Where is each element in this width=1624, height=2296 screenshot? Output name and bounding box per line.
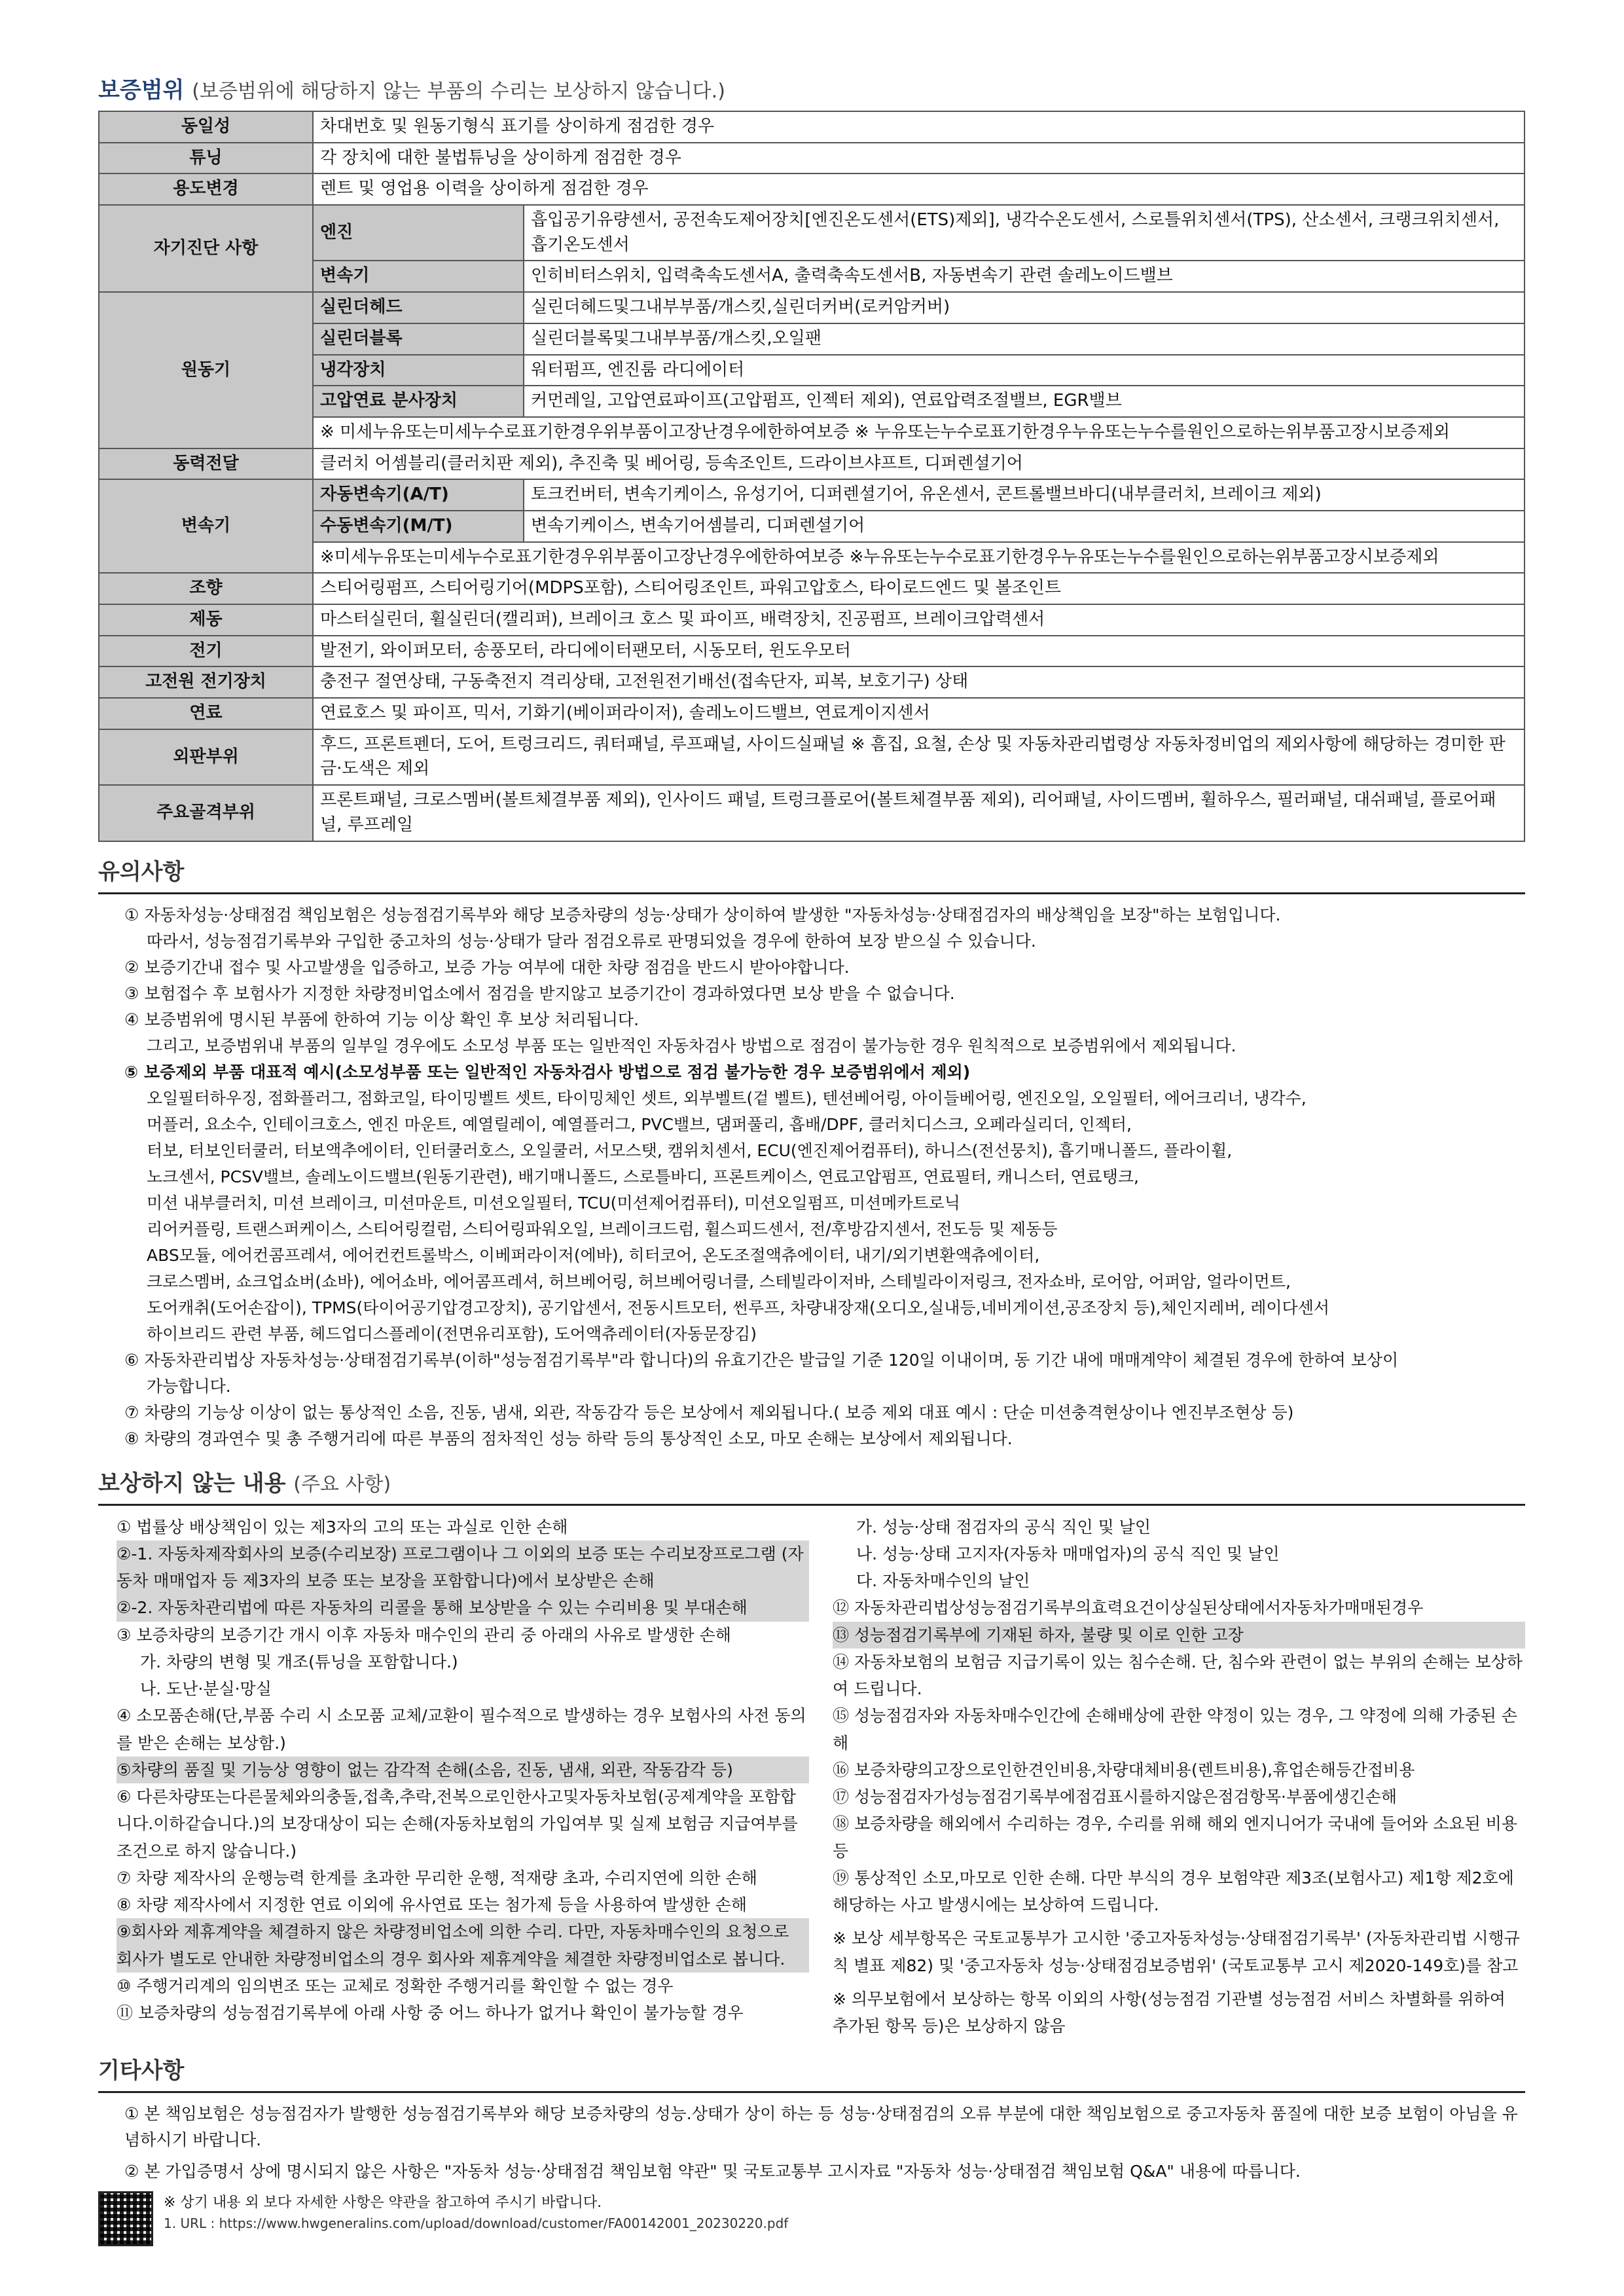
category-cell: 원동기: [99, 292, 313, 448]
list-item: ① 법률상 배상책임이 있는 제3자의 고의 또는 과실로 인한 손해: [117, 1517, 568, 1537]
table-row: [99, 355, 1525, 386]
list-item: 크로스멤버, 쇼크업쇼버(쇼바), 에어쇼바, 에어콤프레셔, 허브베어링, 허브베어링너클, 스테빌라이저바, 스테빌라이저링크, 전자쇼바, 로어암, 어퍼암, 얼라이먼트,: [147, 1271, 1291, 1291]
category-cell: 자기진단 사항: [99, 205, 313, 292]
etc-list: [98, 2101, 1525, 2185]
category-cell: 주요골격부위: [99, 785, 313, 841]
list-item: ⑪ 보증차량의 성능점검기록부에 아래 사항 중 어느 하나가 없거나 확인이 불가능할 경우: [117, 2003, 744, 2022]
coverage-title: 보증범위: [98, 77, 185, 103]
table-row: [99, 511, 1525, 542]
subcategory-cell: 고압연료 분사장치: [313, 386, 524, 417]
list-item: ④ 보증범위에 명시된 부품에 한하여 기능 이상 확인 후 보상 처리됩니다.: [124, 1010, 640, 1029]
list-item: ⑥ 자동차관리법상 자동차성능·상태점검기록부(이하"성능점검기록부"라 합니다)의 유효기간은 발급일 기준 120일 이내이며, 동 기간 내에 매매계약이 체결된 경우에 한하여 보상이: [124, 1350, 1399, 1370]
table-row: [99, 323, 1525, 355]
coverage-note: (보증범위에 해당하지 않는 부품의 수리는 보상하지 않습니다.): [192, 80, 725, 103]
category-cell: 제동: [99, 604, 313, 636]
list-item: ⑫ 자동차관리법상성능점검기록부의효력요건이상실된상태에서자동차가매매된경우: [833, 1598, 1424, 1618]
list-item: 나. 성능·상태 고지자(자동차 매매업자)의 공식 직인 및 날인: [856, 1544, 1280, 1563]
exclusions-note: (주요 사항): [293, 1472, 391, 1496]
etc-title: 기타사항: [98, 2058, 185, 2085]
parts-cell: 토크컨버터, 변속기케이스, 유성기어, 디퍼렌셜기어, 유온센서, 콘트롤밸브바디(내부클러치, 브레이크 제외): [524, 479, 1525, 511]
footer-note: ※ 상기 내용 외 보다 자세한 사항은 약관을 참고하여 주시기 바랍니다.: [164, 2195, 602, 2212]
list-item: ⑬ 성능점검기록부에 기재된 하자, 불량 및 이로 인한 고장: [833, 1622, 1525, 1649]
list-item: 하이브리드 관련 부품, 헤드업디스플레이(전면유리포함), 도어액츄레이터(자동문장김): [147, 1324, 757, 1343]
list-item: ABS모듈, 에어컨콤프레셔, 에어컨컨트롤박스, 이베퍼라이저(에바), 히터코어, 온도조절액츄에이터, 내기/외기변환액츄에이터,: [147, 1245, 1040, 1265]
category-cell: 용도변경: [99, 173, 313, 205]
category-cell: 동일성: [99, 111, 313, 143]
table-row: [99, 261, 1525, 292]
list-item: ① 자동차성능·상태점검 책임보험은 성능점검기록부와 해당 보증차량의 성능·상태가 상이하여 발생한 "자동차성능·상태점검자의 배상책임을 보장"하는 보험입니다.: [124, 905, 1281, 924]
list-item: 그리고, 보증범위내 부품의 일부일 경우에도 소모성 부품 또는 일반적인 자동차검사 방법으로 점검이 불가능한 경우 원칙적으로 보증범위에서 제외됩니다.: [147, 1036, 1236, 1055]
subcategory-cell: 냉각장치: [313, 355, 524, 386]
parts-cell: ※미세누유또는미세누수로표기한경우위부품이고장난경우에한하여보증 ※누유또는누수로표기한경우누유또는누수를원인으로하는위부품고장시보증제외: [313, 542, 1525, 574]
list-item: ③ 보험접수 후 보험사가 지정한 차량정비업소에서 점검을 받지않고 보증기간이 경과하였다면 보상 받을 수 없습니다.: [124, 983, 955, 1003]
table-row: [99, 729, 1525, 785]
parts-cell: 연료호스 및 파이프, 믹서, 기화기(베이퍼라이저), 솔레노이드밸브, 연료게이지센서: [313, 698, 1525, 729]
table-row: [99, 386, 1525, 417]
section-divider: [98, 2091, 1525, 2093]
list-item: ⑰ 성능점검자가성능점검기록부에점검표시를하지않은점검항목·부품에생긴손해: [833, 1787, 1397, 1806]
table-row: [99, 785, 1525, 841]
subcategory-cell: 수동변속기(M/T): [313, 511, 524, 542]
list-item: ② 본 가입증명서 상에 명시되지 않은 사항은 "자동차 성능·상태점검 책임보험 약관" 및 국토교통부 고시자료 "자동차 성능·상태점검 책임보험 Q&A" 내용에 따릅니다.: [124, 2162, 1301, 2181]
table-row: [99, 573, 1525, 604]
parts-cell: 실린더헤드및그내부부품/개스킷,실린더커버(로커암커버): [524, 292, 1525, 323]
exclusions-heading: [98, 1465, 1525, 1497]
list-item: 오일필터하우징, 점화플러그, 점화코일, 타이밍벨트 셋트, 타이밍체인 셋트, 외부벨트(겉 벨트), 텐션베어링, 아이들베어링, 엔진오일, 오일필터, 에어크리너, 냉각수,: [147, 1088, 1307, 1108]
table-row: [99, 636, 1525, 667]
list-item: ⑱ 보증차량을 해외에서 수리하는 경우, 수리를 위해 해외 엔지니어가 국내에 들어와 소요된 비용 등: [833, 1814, 1518, 1861]
subcategory-cell: 엔진: [313, 205, 524, 261]
parts-cell: 차대번호 및 원동기형식 표기를 상이하게 점검한 경우: [313, 111, 1525, 143]
table-row: [99, 111, 1525, 143]
table-row: [99, 292, 1525, 323]
parts-cell: 스티어링펌프, 스티어링기어(MDPS포함), 스티어링조인트, 파워고압호스, 타이로드엔드 및 볼조인트: [313, 573, 1525, 604]
list-item: ②-1. 자동차제작회사의 보증(수리보장) 프로그램이나 그 이외의 보증 또는 수리보장프로그램 (자동차 매매업자 등 제3자의 보증 또는 보장을 포함합니다)에서 보상받은 손해: [117, 1540, 809, 1595]
parts-cell: 실린더블록및그내부부품/개스킷,오일팬: [524, 323, 1525, 355]
exclusions-left-column: [98, 1514, 809, 2040]
table-row: [99, 417, 1525, 448]
list-item: ⑤차량의 품질 및 기능상 영향이 없는 감각적 손해(소음, 진동, 냄새, 외관, 작동감각 등): [117, 1757, 809, 1783]
list-item: ⑩ 주행거리계의 임의변조 또는 교체로 정확한 주행거리를 확인할 수 없는 경우: [117, 1976, 674, 1995]
coverage-table: [98, 111, 1525, 842]
subcategory-cell: 변속기: [313, 261, 524, 292]
parts-cell: 커먼레일, 고압연료파이프(고압펌프, 인젝터 제외), 연료압력조절밸브, EGR밸브: [524, 386, 1525, 417]
list-item: ③ 보증차량의 보증기간 개시 이후 자동차 매수인의 관리 중 아래의 사유로 발생한 손해: [117, 1625, 731, 1645]
footer: [98, 2191, 1525, 2246]
exclusions-right-column: [833, 1514, 1525, 2040]
list-item: ⑲ 통상적인 소모,마모로 인한 손해. 다만 부식의 경우 보험약관 제3조(보험사고) 제1항 제2호에 해당하는 사고 발생시에는 보상하여 드립니다.: [833, 1868, 1514, 1914]
parts-cell: 인히비터스위치, 입력축속도센서A, 출력축속도센서B, 자동변속기 관련 솔레노이드밸브: [524, 261, 1525, 292]
table-row: [99, 143, 1525, 174]
list-item: ②-2. 자동차관리법에 따른 자동차의 리콜을 통해 보상받을 수 있는 수리비용 및 부대손해: [117, 1594, 809, 1621]
parts-cell: 충전구 절연상태, 구동축전지 격리상태, 고전원전기배선(접속단자, 피복, 보호기구) 상태: [313, 666, 1525, 698]
caution-list: [98, 902, 1525, 1452]
list-item: 미션 내부클러치, 미션 브레이크, 미션마운트, 미션오일필터, TCU(미션제어컴퓨터), 미션오일펌프, 미션메카트로닉: [147, 1193, 960, 1212]
list-item: 따라서, 성능점검기록부와 구입한 중고차의 성능·상태가 달라 점검오류로 판명되었을 경우에 한하여 보장 받으실 수 있습니다.: [147, 931, 1036, 951]
section-divider: [98, 892, 1525, 894]
caution-title: 유의사항: [98, 858, 185, 885]
category-cell: 조향: [99, 573, 313, 604]
parts-cell: 프론트패널, 크로스멤버(볼트체결부품 제외), 인사이드 패널, 트렁크플로어(볼트체결부품 제외), 리어패널, 사이드멤버, 휠하우스, 필러패널, 대쉬패널, 플로어패널, 루프레일: [313, 785, 1525, 841]
category-cell: 변속기: [99, 479, 313, 573]
table-row: [99, 173, 1525, 205]
parts-cell: 흡입공기유량센서, 공전속도제어장치[엔진온도센서(ETS)제외], 냉각수온도센서, 스로틀위치센서(TPS), 산소센서, 크랭크위치센서, 흡기온도센서: [524, 205, 1525, 261]
list-item: ① 본 책임보험은 성능점검자가 발행한 성능점검기록부와 해당 보증차량의 성능.상태가 상이 하는 등 성능·상태점검의 오류 부분에 대한 책임보험으로 중고자동차 품질에 대한 보증 보험이 아님을 유념하시기 바랍니다.: [124, 2104, 1518, 2150]
list-item: ⑧ 차량의 경과연수 및 총 주행거리에 따른 부품의 점차적인 성능 하락 등의 통상적인 소모, 마모 손해는 보상에서 제외됩니다.: [124, 1429, 1013, 1448]
table-row: [99, 666, 1525, 698]
table-row: [99, 604, 1525, 636]
category-cell: 동력전달: [99, 448, 313, 480]
list-item: ④ 소모품손해(단,부품 수리 시 소모품 교체/교환이 필수적으로 발생하는 경우 보험사의 사전 동의를 받은 손해는 보상함.): [117, 1706, 806, 1753]
category-cell: 고전원 전기장치: [99, 666, 313, 698]
parts-cell: 렌트 및 영업용 이력을 상이하게 점검한 경우: [313, 173, 1525, 205]
parts-cell: 클러치 어셈블리(클러치판 제외), 추진축 및 베어링, 등속조인트, 드라이브샤프트, 디퍼렌셜기어: [313, 448, 1525, 480]
list-item: 리어커플링, 트랜스퍼케이스, 스티어링컬럼, 스티어링파워오일, 브레이크드럼, 휠스피드센서, 전/후방감지센서, 전도등 및 제동등: [147, 1219, 1058, 1239]
list-item: 머플러, 요소수, 인테이크호스, 엔진 마운트, 예열릴레이, 예열플러그, PVC밸브, 댐퍼풀리, 흡배/DPF, 클러치디스크, 오페라실리더, 인젝터,: [147, 1114, 1132, 1134]
list-item: 도어캐취(도어손잡이), TPMS(타이어공기압경고장치), 공기압센서, 전동시트모터, 썬루프, 차량내장재(오디오,실내등,네비게이션,공조장치 등),체인지레버, 레이다센서: [147, 1298, 1330, 1317]
qr-code-icon[interactable]: [98, 2191, 153, 2246]
exclusions-columns: [98, 1514, 1525, 2040]
list-item: 터보, 터보인터쿨러, 터보액추에이터, 인터쿨러호스, 오일쿨러, 서모스탯, 캠위치센서, ECU(엔진제어컴퓨터), 하니스(전선뭉치), 흡기매니폴드, 플라이휠,: [147, 1140, 1233, 1160]
table-row: [99, 448, 1525, 480]
list-item: ⑯ 보증차량의고장으로인한견인비용,차량대체비용(렌트비용),휴업손해등간접비용: [833, 1760, 1415, 1779]
category-cell: 튜닝: [99, 143, 313, 174]
parts-cell: 워터펌프, 엔진룸 라디에이터: [524, 355, 1525, 386]
coverage-heading: [98, 72, 1525, 104]
list-item: ⑨회사와 제휴계약을 체결하지 않은 차량정비업소에 의한 수리. 다만, 자동차매수인의 요청으로 회사가 별도로 안내한 차량정비업소의 경우 회사와 제휴계약을 체결한 차량정비업소로 봅니다.: [117, 1918, 809, 1973]
parts-cell: ※ 미세누유또는미세누수로표기한경우위부품이고장난경우에한하여보증 ※ 누유또는누수로표기한경우누유또는누수를원인으로하는위부품고장시보증제외: [313, 417, 1525, 448]
parts-cell: 후드, 프론트펜더, 도어, 트렁크리드, 쿼터패널, 루프패널, 사이드실패널 ※ 흠집, 요철, 손상 및 자동차관리법령상 자동차정비업의 제외사항에 해당하는 경미한 판금·도색은 제외: [313, 729, 1525, 785]
category-cell: 연료: [99, 698, 313, 729]
list-item: 가. 성능·상태 점검자의 공식 직인 및 날인: [856, 1517, 1151, 1537]
list-item: ⑧ 차량 제작사에서 지정한 연료 이외에 유사연료 또는 첨가제 등을 사용하여 발생한 손해: [117, 1895, 748, 1914]
table-row: [99, 698, 1525, 729]
list-item: 가. 차량의 변형 및 개조(튜닝을 포함합니다.): [140, 1652, 458, 1671]
subcategory-cell: 자동변속기(A/T): [313, 479, 524, 511]
table-row: [99, 479, 1525, 511]
list-item: ⑥ 다른차량또는다른물체와의충돌,접촉,추락,전복으로인한사고및자동차보험(공제계약을 포함합니다.이하같습니다.)의 보장대상이 되는 손해(자동차보험의 가입여부 및 실제 보험금 지급여부를 조건으로 하지 않습니다.): [117, 1787, 798, 1861]
document-page: [98, 72, 1525, 2246]
list-item: 가능합니다.: [147, 1376, 231, 1396]
table-row: [99, 542, 1525, 574]
list-item: 나. 도난·분실·망실: [140, 1679, 272, 1698]
category-cell: 전기: [99, 636, 313, 667]
parts-cell: 발전기, 와이퍼모터, 송풍모터, 라디에이터팬모터, 시동모터, 윈도우모터: [313, 636, 1525, 667]
list-item: ⑦ 차량의 기능상 이상이 없는 통상적인 소음, 진동, 냄새, 외관, 작동감각 등은 보상에서 제외됩니다.( 보증 제외 대표 예시 : 단순 미션충격현상이나 엔진부조현상 등): [124, 1402, 1294, 1422]
parts-cell: 변속기케이스, 변속기어셈블리, 디퍼렌셜기어: [524, 511, 1525, 542]
list-item: ※ 의무보험에서 보상하는 항목 이외의 사항(성능점검 기관별 성능점검 서비스 차별화를 위하여 추가된 항목 등)은 보상하지 않음: [833, 1989, 1506, 2035]
section-divider: [98, 1504, 1525, 1506]
list-item: ⑤ 보증제외 부품 대표적 예시(소모성부품 또는 일반적인 자동차검사 방법으로 점검 불가능한 경우 보증범위에서 제외): [124, 1062, 971, 1082]
list-item: ② 보증기간내 접수 및 사고발생을 입증하고, 보증 가능 여부에 대한 차량 점검을 반드시 받아야합니다.: [124, 957, 850, 977]
terms-url-link[interactable]: 1. URL : https://www.hwgeneralins.com/upload/download/customer/FA00142001_20230220.pdf: [164, 2215, 789, 2232]
subcategory-cell: 실린더헤드: [313, 292, 524, 323]
list-item: ※ 보상 세부항목은 국토교통부가 고시한 '중고자동차성능·상태점검기록부' (자동차관리법 시행규칙 별표 제82) 및 '중고자동차 성능·상태점검보증범위' (국토교통부 고시 제2020-149호)를 참고: [833, 1929, 1520, 1975]
list-item: 노크센서, PCSV밸브, 솔레노이드밸브(원동기관련), 배기매니폴드, 스로틀바디, 프론트케이스, 연료고압펌프, 연료필터, 캐니스터, 연료탱크,: [147, 1167, 1139, 1186]
list-item: ⑭ 자동차보험의 보험금 지급기록이 있는 침수손해. 단, 침수와 관련이 없는 부위의 손해는 보상하여 드립니다.: [833, 1652, 1523, 1698]
list-item: ⑦ 차량 제작사의 운행능력 한계를 초과한 무리한 운행, 적재량 초과, 수리지연에 의한 손해: [117, 1868, 757, 1887]
subcategory-cell: 실린더블록: [313, 323, 524, 355]
list-item: 다. 자동차매수인의 날인: [856, 1571, 1030, 1590]
table-row: [99, 205, 1525, 261]
footer-text: [164, 2191, 788, 2235]
exclusions-title: 보상하지 않는 내용: [98, 1470, 286, 1497]
list-item: ⑮ 성능점검자와 자동차매수인간에 손해배상에 관한 약정이 있는 경우, 그 약정에 의해 가중된 손해: [833, 1706, 1518, 1753]
parts-cell: 마스터실린더, 휠실린더(캘리퍼), 브레이크 호스 및 파이프, 배력장치, 진공펌프, 브레이크압력센서: [313, 604, 1525, 636]
category-cell: 외판부위: [99, 729, 313, 785]
parts-cell: 각 장치에 대한 불법튜닝을 상이하게 점검한 경우: [313, 143, 1525, 174]
